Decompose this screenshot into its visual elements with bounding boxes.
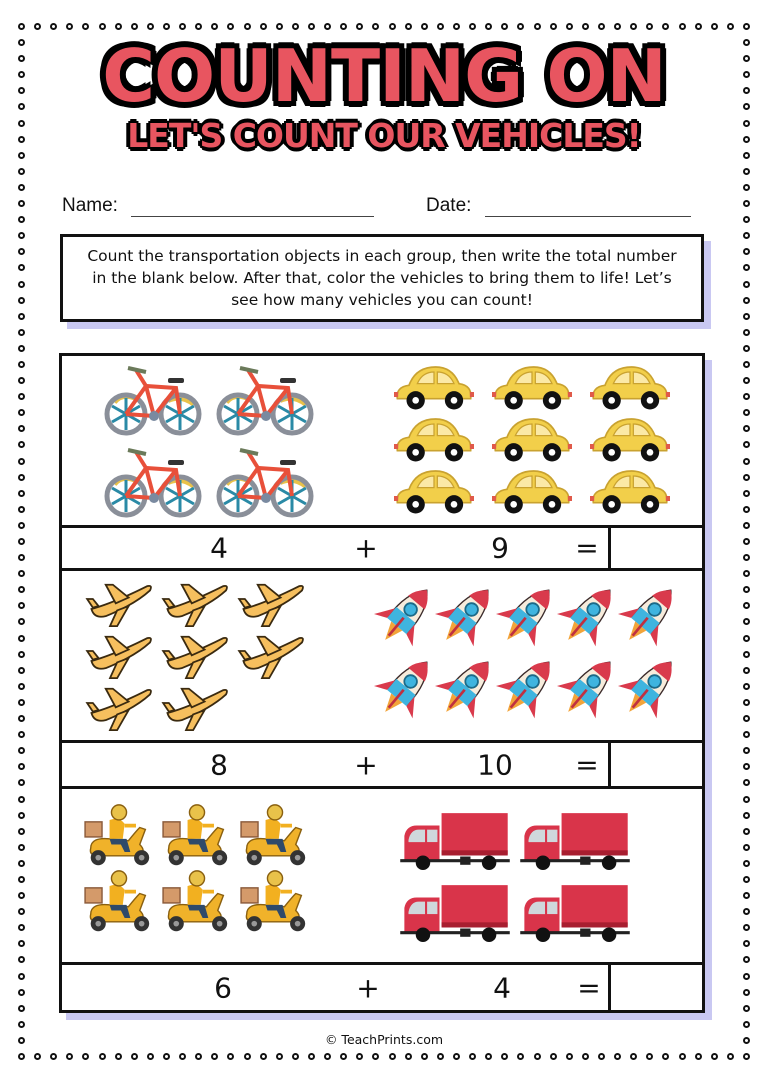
border-dot xyxy=(743,393,750,400)
bicycle-icon xyxy=(102,362,202,441)
border-dot xyxy=(743,184,750,191)
border-dot xyxy=(630,23,637,30)
border-dot xyxy=(566,1053,573,1060)
date-label: Date: xyxy=(426,195,472,216)
border-dot xyxy=(743,586,750,593)
border-dot xyxy=(743,329,750,336)
border-dot xyxy=(66,23,73,30)
border-dot xyxy=(437,1053,444,1060)
border-dot xyxy=(99,1053,106,1060)
border-dot xyxy=(743,876,750,883)
problem-1-plus-sign: + xyxy=(354,531,378,565)
border-dot xyxy=(743,361,750,368)
border-dot xyxy=(18,1021,25,1028)
problem-3-equals-sign: = xyxy=(577,971,601,1004)
border-dot xyxy=(66,1053,73,1060)
problem-2-plus-sign: + xyxy=(354,748,378,781)
border-dot xyxy=(614,1053,621,1060)
border-dot xyxy=(18,232,25,239)
border-dot xyxy=(743,377,750,384)
border-dot xyxy=(227,23,234,30)
border-dot xyxy=(743,216,750,223)
border-dot xyxy=(372,1053,379,1060)
rocket-icon xyxy=(614,651,686,727)
border-dot xyxy=(405,1053,412,1060)
border-dot xyxy=(727,1053,734,1060)
border-dot xyxy=(743,618,750,625)
border-dot xyxy=(18,345,25,352)
border-dot xyxy=(18,297,25,304)
border-dot xyxy=(131,1053,138,1060)
border-dot xyxy=(743,956,750,963)
border-dot xyxy=(115,1053,122,1060)
border-dot xyxy=(18,23,25,30)
border-dot xyxy=(743,844,750,851)
car-icon xyxy=(392,414,476,468)
border-dot xyxy=(534,23,541,30)
border-dot xyxy=(630,1053,637,1060)
border-dot xyxy=(437,23,444,30)
airplane-icon xyxy=(84,683,156,737)
delivery-scooter-icon xyxy=(80,803,158,873)
border-dot xyxy=(244,23,251,30)
border-dot xyxy=(743,23,750,30)
border-dot xyxy=(18,844,25,851)
car-icon xyxy=(392,362,476,416)
border-dot xyxy=(743,570,750,577)
border-dot xyxy=(743,297,750,304)
border-dot xyxy=(18,361,25,368)
border-dot xyxy=(18,956,25,963)
border-dot xyxy=(211,1053,218,1060)
airplane-icon xyxy=(160,683,232,737)
border-dot xyxy=(743,812,750,819)
border-dot xyxy=(292,23,299,30)
border-dot xyxy=(179,1053,186,1060)
border-dot xyxy=(711,23,718,30)
border-dot xyxy=(18,651,25,658)
border-dot xyxy=(743,940,750,947)
date-blank-line[interactable] xyxy=(485,198,691,217)
delivery-scooter-icon xyxy=(80,869,158,939)
border-dot xyxy=(743,425,750,432)
border-dot xyxy=(743,892,750,899)
border-dot xyxy=(743,860,750,867)
border-dot xyxy=(743,683,750,690)
problem-3-addend-2: 4 xyxy=(493,971,511,1004)
border-dot xyxy=(18,377,25,384)
border-dot xyxy=(18,618,25,625)
border-dot xyxy=(18,264,25,271)
border-dot xyxy=(18,892,25,899)
border-dot xyxy=(18,1005,25,1012)
border-dot xyxy=(227,1053,234,1060)
border-dot xyxy=(743,200,750,207)
border-dot xyxy=(18,876,25,883)
border-dot xyxy=(18,474,25,481)
border-dot xyxy=(18,796,25,803)
border-dot xyxy=(18,329,25,336)
border-dot xyxy=(743,248,750,255)
border-dot xyxy=(244,1053,251,1060)
border-dot xyxy=(115,23,122,30)
border-dot xyxy=(743,538,750,545)
border-dot xyxy=(695,1053,702,1060)
border-dot xyxy=(646,23,653,30)
truck-icon xyxy=(397,881,513,947)
car-icon xyxy=(490,466,574,520)
border-dot xyxy=(662,23,669,30)
border-dot xyxy=(18,570,25,577)
border-dot xyxy=(679,1053,686,1060)
bicycle-icon xyxy=(214,444,314,523)
border-dot xyxy=(18,747,25,754)
problem-1-addend-1: 4 xyxy=(210,531,228,565)
problem-2-equals-sign: = xyxy=(575,748,599,781)
border-dot xyxy=(50,1053,57,1060)
border-dot xyxy=(324,1053,331,1060)
car-icon xyxy=(588,414,672,468)
border-dot xyxy=(18,538,25,545)
car-icon xyxy=(588,466,672,520)
bicycle-icon xyxy=(214,362,314,441)
border-dot xyxy=(550,1053,557,1060)
border-dot xyxy=(18,699,25,706)
border-dot xyxy=(582,23,589,30)
border-dot xyxy=(18,586,25,593)
border-dot xyxy=(743,554,750,561)
border-dot xyxy=(18,216,25,223)
problem-3-picture-panel xyxy=(62,789,702,965)
name-blank-line[interactable] xyxy=(131,198,374,217)
border-dot xyxy=(743,441,750,448)
problem-2-equation-row xyxy=(62,743,702,789)
border-dot xyxy=(18,522,25,529)
border-dot xyxy=(453,1053,460,1060)
border-dot xyxy=(743,409,750,416)
border-dot xyxy=(18,1053,25,1060)
border-dot xyxy=(82,23,89,30)
copyright-footer: © TeachPrints.com xyxy=(324,1032,444,1047)
border-dot xyxy=(18,973,25,980)
border-dot xyxy=(469,1053,476,1060)
border-dot xyxy=(614,23,621,30)
airplane-icon xyxy=(160,579,232,633)
problem-1-picture-panel xyxy=(62,356,702,528)
border-dot xyxy=(743,667,750,674)
border-dot xyxy=(18,635,25,642)
border-dot xyxy=(356,23,363,30)
border-dot xyxy=(646,1053,653,1060)
border-dot xyxy=(18,490,25,497)
border-dot xyxy=(18,313,25,320)
border-dot xyxy=(743,828,750,835)
airplane-icon xyxy=(236,579,308,633)
border-dot xyxy=(743,924,750,931)
border-dot xyxy=(485,23,492,30)
border-dot xyxy=(679,23,686,30)
airplane-icon xyxy=(84,579,156,633)
border-dot xyxy=(743,763,750,770)
border-dot xyxy=(131,23,138,30)
problem-2-picture-panel xyxy=(62,571,702,743)
border-dot xyxy=(743,490,750,497)
border-dot xyxy=(743,973,750,980)
border-dot xyxy=(340,23,347,30)
border-dot xyxy=(743,345,750,352)
border-dot xyxy=(195,1053,202,1060)
border-dot xyxy=(372,23,379,30)
border-dot xyxy=(743,651,750,658)
border-dot xyxy=(743,602,750,609)
truck-icon xyxy=(517,809,633,875)
border-dot xyxy=(18,989,25,996)
border-dot xyxy=(743,715,750,722)
date-field[interactable] xyxy=(426,195,691,217)
worksheet-subtitle: LET'S COUNT OUR VEHICLES! xyxy=(127,116,641,155)
name-label: Name: xyxy=(62,195,118,216)
border-dot xyxy=(18,667,25,674)
border-dot xyxy=(82,1053,89,1060)
border-dot xyxy=(743,1021,750,1028)
border-dot xyxy=(18,168,25,175)
border-dot xyxy=(18,458,25,465)
border-dot xyxy=(18,924,25,931)
border-dot xyxy=(340,1053,347,1060)
delivery-scooter-icon xyxy=(158,869,236,939)
border-dot xyxy=(517,23,524,30)
border-dot xyxy=(34,1053,41,1060)
border-dot xyxy=(743,747,750,754)
border-dot xyxy=(147,23,154,30)
problem-3-plus-sign: + xyxy=(356,971,380,1004)
border-dot xyxy=(18,281,25,288)
border-dot xyxy=(18,683,25,690)
border-dot xyxy=(743,458,750,465)
border-dot xyxy=(743,779,750,786)
border-dot xyxy=(727,23,734,30)
border-dot xyxy=(18,425,25,432)
border-dot xyxy=(356,1053,363,1060)
border-dot xyxy=(743,474,750,481)
border-dot xyxy=(743,731,750,738)
problem-2-addend-1: 8 xyxy=(210,748,228,781)
border-dot xyxy=(18,763,25,770)
border-dot xyxy=(18,715,25,722)
delivery-scooter-icon xyxy=(158,803,236,873)
problem-1-equation-row xyxy=(62,528,702,571)
border-dot xyxy=(421,1053,428,1060)
border-dot xyxy=(260,1053,267,1060)
border-dot xyxy=(743,506,750,513)
border-dot xyxy=(453,23,460,30)
car-icon xyxy=(490,362,574,416)
border-dot xyxy=(18,184,25,191)
border-dot xyxy=(179,23,186,30)
border-dot xyxy=(18,779,25,786)
problem-1-answer-box[interactable] xyxy=(608,528,702,568)
problem-2-answer-box[interactable] xyxy=(608,743,702,786)
airplane-icon xyxy=(84,631,156,685)
border-dot xyxy=(276,1053,283,1060)
border-dot xyxy=(308,23,315,30)
border-dot xyxy=(743,281,750,288)
border-dot xyxy=(34,23,41,30)
problem-1-equals-sign: = xyxy=(575,531,599,565)
border-dot xyxy=(163,23,170,30)
border-dot xyxy=(743,522,750,529)
border-dot xyxy=(501,23,508,30)
border-dot xyxy=(18,812,25,819)
border-dot xyxy=(18,393,25,400)
border-dot xyxy=(18,248,25,255)
border-dot xyxy=(18,409,25,416)
problem-3-equation-row xyxy=(62,965,702,1010)
border-dot xyxy=(711,1053,718,1060)
airplane-icon xyxy=(236,631,308,685)
border-dot xyxy=(389,1053,396,1060)
border-dot xyxy=(211,23,218,30)
border-dot xyxy=(147,1053,154,1060)
border-dot xyxy=(195,23,202,30)
car-icon xyxy=(392,466,476,520)
border-dot xyxy=(163,1053,170,1060)
border-dot xyxy=(582,1053,589,1060)
border-dot xyxy=(18,860,25,867)
border-dot xyxy=(534,1053,541,1060)
border-dot xyxy=(99,23,106,30)
problem-2-addend-2: 10 xyxy=(477,748,513,781)
border-dot xyxy=(743,989,750,996)
border-dot xyxy=(743,796,750,803)
border-dot xyxy=(18,731,25,738)
instructions-box xyxy=(60,234,704,322)
bicycle-icon xyxy=(102,444,202,523)
border-dot xyxy=(743,908,750,915)
worksheet-title: COUNTING ON xyxy=(102,34,666,118)
border-dot xyxy=(501,1053,508,1060)
border-dot xyxy=(18,554,25,561)
border-dot xyxy=(276,23,283,30)
border-dot xyxy=(18,200,25,207)
rocket-icon xyxy=(614,579,686,655)
border-dot xyxy=(566,23,573,30)
border-dot xyxy=(324,23,331,30)
border-dot xyxy=(18,602,25,609)
border-dot xyxy=(743,168,750,175)
airplane-icon xyxy=(160,631,232,685)
border-dot xyxy=(695,23,702,30)
border-dot xyxy=(18,441,25,448)
border-dot xyxy=(743,232,750,239)
border-dot xyxy=(743,1005,750,1012)
truck-icon xyxy=(517,881,633,947)
border-dot xyxy=(18,506,25,513)
delivery-scooter-icon xyxy=(236,869,314,939)
border-dot xyxy=(485,1053,492,1060)
border-dot xyxy=(550,23,557,30)
car-icon xyxy=(588,362,672,416)
border-dot xyxy=(18,908,25,915)
border-dot xyxy=(18,828,25,835)
problem-grid xyxy=(59,353,705,1013)
border-dot xyxy=(517,1053,524,1060)
border-dot xyxy=(292,1053,299,1060)
border-dot xyxy=(260,23,267,30)
border-dot xyxy=(308,1053,315,1060)
border-dot xyxy=(598,1053,605,1060)
border-dot xyxy=(421,23,428,30)
border-dot xyxy=(743,699,750,706)
border-dot xyxy=(743,313,750,320)
border-dot xyxy=(743,1053,750,1060)
border-dot xyxy=(389,23,396,30)
name-field[interactable] xyxy=(62,195,374,217)
delivery-scooter-icon xyxy=(236,803,314,873)
border-dot xyxy=(50,23,57,30)
border-dot xyxy=(662,1053,669,1060)
border-dot xyxy=(18,940,25,947)
border-dot xyxy=(598,23,605,30)
problem-3-answer-box[interactable] xyxy=(608,965,702,1010)
border-dot xyxy=(469,23,476,30)
truck-icon xyxy=(397,809,513,875)
problem-1-addend-2: 9 xyxy=(491,531,509,565)
car-icon xyxy=(490,414,574,468)
problem-3-addend-1: 6 xyxy=(214,971,232,1004)
border-dot xyxy=(743,635,750,642)
border-dot xyxy=(743,264,750,271)
border-dot xyxy=(405,23,412,30)
instructions-text: Count the transportation objects in each group, then write the total number in the blank below. After that, color the vehicles to bring them to life! Let’s see how many vehicles you can count! xyxy=(87,247,677,309)
